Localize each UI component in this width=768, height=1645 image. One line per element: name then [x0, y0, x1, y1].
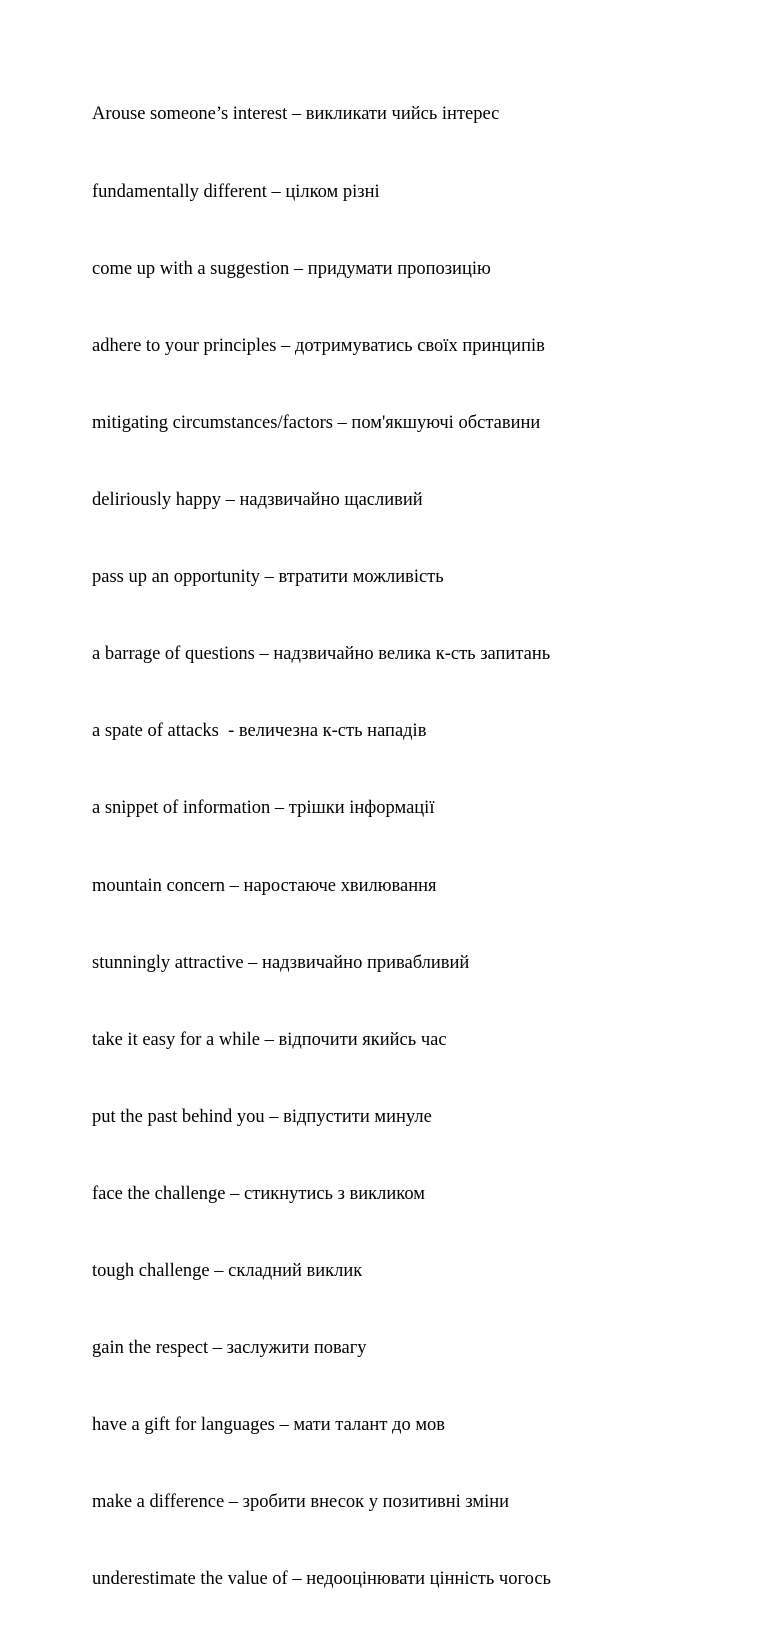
vocabulary-list	[92, 51, 551, 1645]
vocabulary-line: mountain concern – наростаюче хвилювання	[92, 875, 437, 896]
vocabulary-line: fundamentally different – цілком різні	[92, 181, 380, 202]
vocabulary-line: deliriously happy – надзвичайно щасливий	[92, 489, 423, 510]
vocabulary-line: take it easy for a while – відпочити якийсь час	[92, 1029, 447, 1050]
vocabulary-line: underestimate the value of – недооцінювати цінність чогось	[92, 1569, 551, 1590]
vocabulary-line: Arouse someone’s interest – викликати чийсь інтерес	[92, 104, 500, 125]
vocabulary-line: face the challenge – стикнутись з викликом	[92, 1183, 425, 1204]
vocabulary-line: pass up an opportunity – втратити можливість	[92, 567, 444, 588]
vocabulary-line: have a gift for languages – мати талант до мов	[92, 1415, 446, 1436]
vocabulary-line: a spate of attacks - величезна к-сть нападів	[92, 721, 427, 742]
vocabulary-line: mitigating circumstances/factors – пом'якшуючі обставини	[92, 412, 541, 433]
vocabulary-line: stunningly attractive – надзвичайно привабливий	[92, 952, 470, 973]
vocabulary-line: adhere to your principles – дотримуватись своїх принципів	[92, 335, 545, 356]
vocabulary-line: a barrage of questions – надзвичайно велика к-сть запитань	[92, 644, 551, 665]
vocabulary-line: tough challenge – складний виклик	[92, 1261, 363, 1282]
vocabulary-line: come up with a suggestion – придумати пропозицію	[92, 258, 491, 279]
vocabulary-line: make a difference – зробити внесок у позитивні зміни	[92, 1492, 510, 1513]
vocabulary-line: a snippet of information – трішки інформації	[92, 798, 435, 819]
vocabulary-line: put the past behind you – відпустити минуле	[92, 1106, 432, 1127]
vocabulary-line: gain the respect – заслужити повагу	[92, 1338, 367, 1359]
